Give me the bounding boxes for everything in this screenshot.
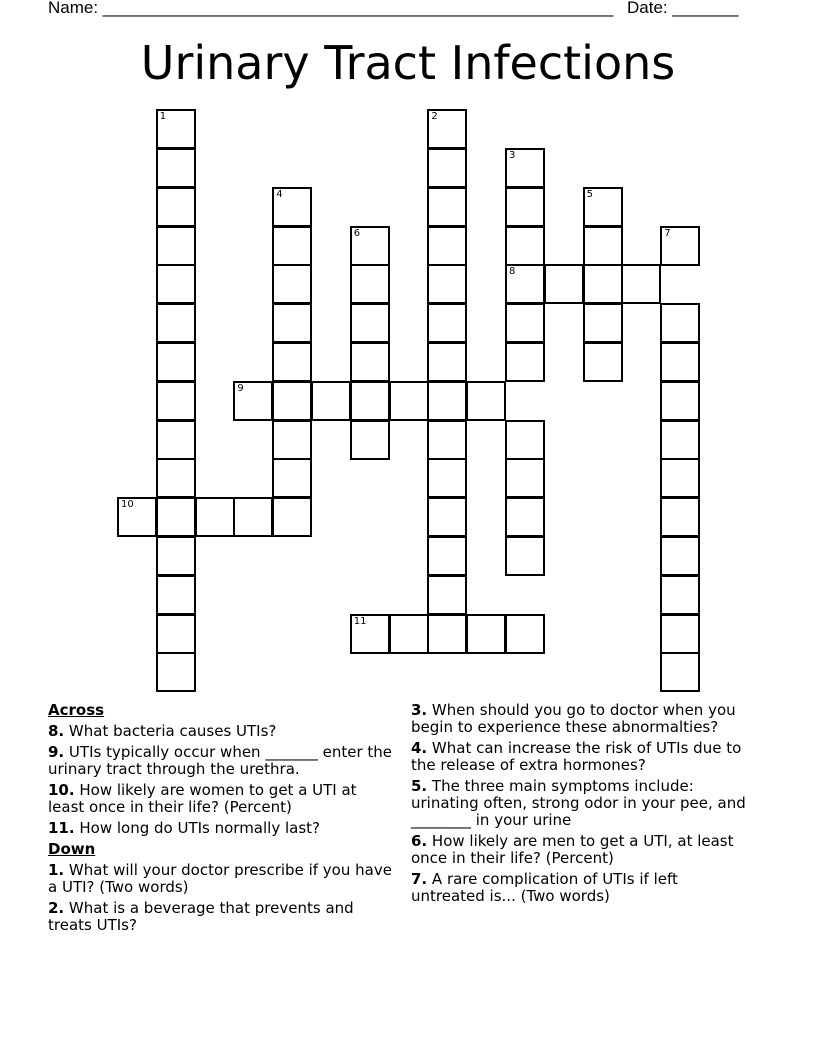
grid-cell[interactable] (156, 226, 196, 266)
grid-cell[interactable] (272, 458, 312, 498)
grid-cell[interactable] (156, 381, 196, 421)
clue-text: How likely are women to get a UTI at least once in their life? (Percent) (48, 781, 357, 816)
clues-left-column (48, 702, 393, 938)
grid-cell[interactable] (427, 342, 467, 382)
clue-number: 8. (48, 722, 65, 740)
clue-number: 4. (411, 739, 428, 757)
grid-cell[interactable] (272, 420, 312, 460)
grid-cell[interactable] (272, 187, 312, 227)
grid-cell[interactable] (660, 342, 700, 382)
grid-cell[interactable] (660, 226, 700, 266)
clue-text: A rare complication of UTIs if left untreated is... (Two words) (411, 870, 678, 905)
clue-number: 11. (48, 819, 75, 837)
grid-cell[interactable] (427, 381, 467, 421)
grid-cell[interactable] (505, 226, 545, 266)
clue-text: What will your doctor prescribe if you have a UTI? (Two words) (48, 861, 392, 896)
clue-text: When should you go to doctor when you begin to experience these abnormalties? (411, 701, 736, 736)
clue-across-11 (48, 820, 393, 837)
grid-cell[interactable] (660, 381, 700, 421)
grid-cell[interactable] (427, 575, 467, 615)
date-field[interactable]: Date: _______ (627, 0, 739, 17)
grid-cell[interactable] (272, 381, 312, 421)
grid-cell[interactable] (156, 187, 196, 227)
grid-cell[interactable] (660, 458, 700, 498)
across-heading: Across (48, 701, 105, 719)
grid-cell[interactable] (389, 381, 429, 421)
grid-cell[interactable] (389, 614, 429, 654)
grid-cell[interactable] (350, 342, 390, 382)
grid-cell[interactable] (505, 614, 545, 654)
grid-cell[interactable] (350, 381, 390, 421)
grid-cell[interactable] (660, 303, 700, 343)
clue-number: 5. (411, 777, 428, 795)
grid-cell[interactable] (505, 536, 545, 576)
grid-cell[interactable] (505, 148, 545, 188)
clue-text: How likely are men to get a UTI, at least once in their life? (Percent) (411, 832, 734, 867)
grid-cell[interactable] (505, 342, 545, 382)
cell-number: 5 (586, 188, 593, 200)
clue-text: How long do UTIs normally last? (79, 819, 320, 837)
cell-number: 6 (353, 227, 361, 239)
clue-number: 2. (48, 899, 65, 917)
clue-text: What is a beverage that prevents and treats UTIs? (48, 899, 354, 934)
grid-cell[interactable] (156, 264, 196, 304)
grid-cell[interactable] (660, 614, 700, 654)
grid-cell[interactable] (427, 226, 467, 266)
name-date-line (48, 0, 748, 20)
grid-cell[interactable] (156, 497, 196, 537)
cell-number: 10 (121, 499, 134, 511)
grid-cell[interactable] (427, 536, 467, 576)
grid-cell[interactable] (466, 614, 506, 654)
cell-number: 11 (353, 615, 367, 627)
cell-number: 4 (276, 188, 283, 200)
grid-cell[interactable] (427, 303, 467, 343)
grid-cell[interactable] (350, 614, 390, 654)
clue-number: 6. (411, 832, 428, 850)
grid-cell[interactable] (621, 264, 661, 304)
page-title: Urinary Tract Infections (140, 36, 676, 90)
grid-cell[interactable] (427, 148, 467, 188)
grid-cell[interactable] (156, 458, 196, 498)
grid-cell[interactable] (427, 109, 467, 149)
grid-cell[interactable] (350, 264, 390, 304)
cell-number: 9 (237, 382, 244, 394)
grid-cell[interactable] (272, 264, 312, 304)
name-field[interactable]: Name: ______________________________________________________ (48, 0, 614, 17)
grid-cell[interactable] (156, 536, 196, 576)
clue-across-8 (48, 723, 393, 740)
grid-cell[interactable] (427, 614, 467, 654)
grid-cell[interactable] (505, 303, 545, 343)
grid-cell[interactable] (583, 303, 623, 343)
clue-text: What bacteria causes UTIs? (68, 722, 277, 740)
grid-cell[interactable] (311, 381, 351, 421)
grid-cell[interactable] (505, 420, 545, 460)
grid-cell[interactable] (117, 497, 157, 537)
clue-across-10 (48, 782, 393, 816)
grid-cell[interactable] (660, 497, 700, 537)
grid-cell[interactable] (156, 652, 196, 692)
grid-cell[interactable] (156, 575, 196, 615)
grid-cell[interactable] (156, 109, 196, 149)
grid-cell[interactable] (156, 148, 196, 188)
cell-number: 3 (509, 150, 516, 161)
clue-number: 1. (48, 861, 65, 879)
grid-cell[interactable] (583, 226, 623, 266)
grid-cell[interactable] (505, 187, 545, 227)
clue-down-1 (48, 862, 393, 896)
clue-down-6 (411, 833, 756, 867)
cell-number: 2 (431, 111, 438, 123)
cell-number: 1 (159, 111, 167, 123)
grid-cell[interactable] (583, 187, 623, 227)
grid-cell[interactable] (272, 226, 312, 266)
clue-down-7 (411, 871, 756, 905)
clue-down-4 (411, 740, 756, 774)
grid-cell[interactable] (427, 187, 467, 227)
cell-number: 8 (509, 266, 516, 278)
grid-cell[interactable] (272, 303, 312, 343)
grid-cell[interactable] (505, 497, 545, 537)
grid-cell[interactable] (660, 536, 700, 576)
clue-number: 3. (411, 701, 428, 719)
grid-cell[interactable] (156, 420, 196, 460)
clue-down-5 (411, 778, 756, 829)
grid-cell[interactable] (505, 264, 545, 304)
grid-cell[interactable] (272, 497, 312, 537)
grid-cell[interactable] (583, 264, 623, 304)
clues-right-column (411, 702, 756, 909)
grid-cell[interactable] (505, 458, 545, 498)
grid-cell[interactable] (466, 381, 506, 421)
clue-text: The three main symptoms include: urinating often, strong odor in your pee, and ________ in your urine (411, 777, 746, 829)
grid-cell[interactable] (195, 497, 235, 537)
grid-cell[interactable] (350, 303, 390, 343)
grid-cell[interactable] (350, 226, 390, 266)
grid-cell[interactable] (427, 458, 467, 498)
clue-text: What can increase the risk of UTIs due to the release of extra hormones? (411, 739, 742, 774)
grid-cell[interactable] (427, 420, 467, 460)
grid-cell[interactable] (156, 303, 196, 343)
clue-text: UTIs typically occur when _______ enter the urinary tract through the urethra. (48, 743, 392, 778)
grid-cell[interactable] (660, 652, 700, 692)
cell-number: 7 (664, 227, 671, 239)
grid-cell[interactable] (427, 264, 467, 304)
grid-cell[interactable] (350, 420, 390, 460)
grid-cell[interactable] (156, 342, 196, 382)
clue-number: 9. (48, 743, 65, 761)
grid-cell[interactable] (233, 497, 273, 537)
grid-cell[interactable] (427, 497, 467, 537)
grid-cell[interactable] (272, 342, 312, 382)
clue-down-3 (411, 702, 756, 736)
clue-down-2 (48, 900, 393, 934)
grid-cell[interactable] (156, 614, 196, 654)
clue-number: 7. (411, 870, 428, 888)
grid-cell[interactable] (544, 264, 584, 304)
grid-cell[interactable] (660, 420, 700, 460)
clue-across-9 (48, 744, 393, 778)
grid-cell[interactable] (583, 342, 623, 382)
down-heading: Down (48, 840, 96, 858)
grid-cell[interactable] (660, 575, 700, 615)
clue-number: 10. (48, 781, 75, 799)
grid-cell[interactable] (233, 381, 273, 421)
